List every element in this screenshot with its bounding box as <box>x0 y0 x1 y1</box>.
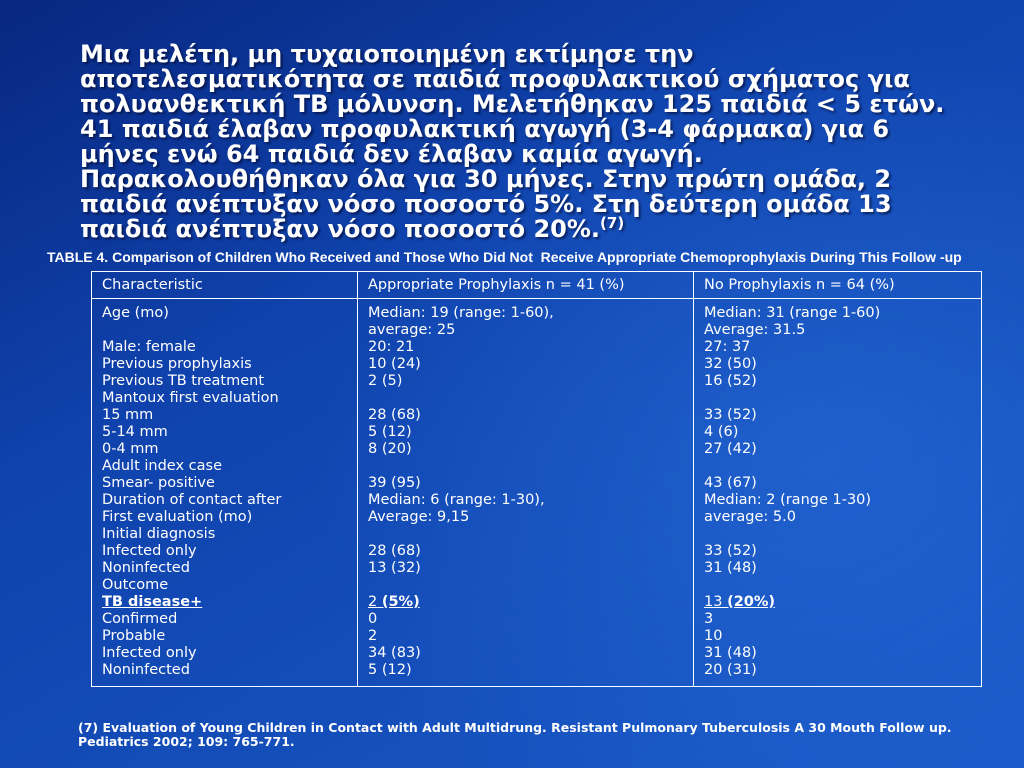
cell-no-prophylaxis: Median: 2 (range 1-30) <box>694 492 982 509</box>
cell-characteristic: Adult index case <box>92 458 358 475</box>
table-row <box>92 458 982 475</box>
cell-no-prophylaxis: 3 <box>694 611 982 628</box>
header-no-prophylaxis: No Prophylaxis n = 64 (%) <box>694 272 982 299</box>
cell-characteristic: 0-4 mm <box>92 441 358 458</box>
cell-no-prophylaxis: 33 (52) <box>694 543 982 560</box>
cell-characteristic: Previous TB treatment <box>92 373 358 390</box>
cell-no-prophylaxis <box>694 526 982 543</box>
table-row <box>92 339 982 356</box>
cell-prophylaxis: 0 <box>358 611 694 628</box>
cell-characteristic: Mantoux first evaluation <box>92 390 358 407</box>
cell-no-prophylaxis: 16 (52) <box>694 373 982 390</box>
cell-prophylaxis: Median: 6 (range: 1-30), <box>358 492 694 509</box>
cell-no-prophylaxis: 27: 37 <box>694 339 982 356</box>
cell-no-prophylaxis: Median: 31 (range 1-60) <box>694 299 982 323</box>
cell-characteristic: Noninfected <box>92 662 358 687</box>
tb-disease-no-prophylaxis-percent: (20%) <box>727 594 776 610</box>
cell-prophylaxis: 34 (83) <box>358 645 694 662</box>
cell-characteristic: Confirmed <box>92 611 358 628</box>
table-row <box>92 322 982 339</box>
intro-line: πολυανθεκτική TB μόλυνση. Μελετήθηκαν 125 παιδιά < 5 ετών. <box>80 90 945 118</box>
intro-line: Μια μελέτη, μη τυχαιοποιημένη εκτίμησε την <box>80 40 694 68</box>
footnote-line: (7) Evaluation of Young Children in Contact with Adult Multidrung. Resistant Pulmonary Tuberculosis A 30 Mouth Follow up. <box>78 720 952 735</box>
table-row <box>92 543 982 560</box>
cell-no-prophylaxis <box>694 577 982 594</box>
comparison-table <box>91 271 982 687</box>
table-row <box>92 526 982 543</box>
cell-characteristic: Infected only <box>92 543 358 560</box>
cell-prophylaxis <box>358 390 694 407</box>
cell-prophylaxis: Median: 19 (range: 1-60), <box>358 299 694 323</box>
cell-characteristic: Smear- positive <box>92 475 358 492</box>
table-row <box>92 390 982 407</box>
cell-no-prophylaxis: 32 (50) <box>694 356 982 373</box>
cell-characteristic: Previous prophylaxis <box>92 356 358 373</box>
cell-prophylaxis: 5 (12) <box>358 662 694 687</box>
footnote-line: Pediatrics 2002; 109: 765-771. <box>78 734 295 749</box>
table-row <box>92 662 982 687</box>
table-row <box>92 475 982 492</box>
intro-line: παιδιά ανέπτυξαν νόσο ποσοστό 5%. Στη δεύτερη ομάδα 13 <box>80 190 892 218</box>
table-row <box>92 492 982 509</box>
table-row <box>92 373 982 390</box>
table-row <box>92 356 982 373</box>
cell-prophylaxis: 2 (5) <box>358 373 694 390</box>
cell-prophylaxis <box>358 577 694 594</box>
cell-prophylaxis <box>358 594 694 611</box>
cell-no-prophylaxis: 31 (48) <box>694 560 982 577</box>
cell-prophylaxis <box>358 458 694 475</box>
cell-characteristic: Outcome <box>92 577 358 594</box>
table-header-row <box>92 272 982 299</box>
table-row <box>92 611 982 628</box>
cell-no-prophylaxis <box>694 390 982 407</box>
cell-no-prophylaxis <box>694 594 982 611</box>
table-row <box>92 299 982 323</box>
cell-no-prophylaxis: 31 (48) <box>694 645 982 662</box>
tb-disease-no-prophylaxis-value <box>704 594 775 610</box>
cell-prophylaxis: 28 (68) <box>358 543 694 560</box>
intro-line: αποτελεσματικότητα σε παιδιά προφυλακτικού σχήματος για <box>80 65 910 93</box>
table-row <box>92 560 982 577</box>
cell-prophylaxis: 5 (12) <box>358 424 694 441</box>
tb-disease-prophylaxis-percent: (5%) <box>381 594 420 610</box>
cell-no-prophylaxis <box>694 458 982 475</box>
table-row <box>92 509 982 526</box>
cell-characteristic: Probable <box>92 628 358 645</box>
table-row <box>92 645 982 662</box>
cell-characteristic <box>92 594 358 611</box>
cell-prophylaxis: 10 (24) <box>358 356 694 373</box>
cell-prophylaxis: 39 (95) <box>358 475 694 492</box>
cell-no-prophylaxis: 10 <box>694 628 982 645</box>
cell-characteristic: 15 mm <box>92 407 358 424</box>
cell-prophylaxis: 20: 21 <box>358 339 694 356</box>
tb-disease-prophylaxis-count: 2 <box>368 594 378 610</box>
cell-characteristic: First evaluation (mo) <box>92 509 358 526</box>
table-row <box>92 441 982 458</box>
cell-prophylaxis: 2 <box>358 628 694 645</box>
table-row <box>92 577 982 594</box>
table-caption: TABLE 4. Comparison of Children Who Received and Those Who Did Not Receive Appropriate Chemoprophylaxis During This Follow -up <box>47 249 962 265</box>
cell-no-prophylaxis: 20 (31) <box>694 662 982 687</box>
cell-characteristic: Noninfected <box>92 560 358 577</box>
cell-characteristic: Age (mo) <box>92 299 358 323</box>
cell-no-prophylaxis: average: 5.0 <box>694 509 982 526</box>
cell-characteristic: 5-14 mm <box>92 424 358 441</box>
cell-prophylaxis: 8 (20) <box>358 441 694 458</box>
table-row <box>92 628 982 645</box>
cell-characteristic <box>92 322 358 339</box>
cell-prophylaxis: Average: 9,15 <box>358 509 694 526</box>
footnote-reference <box>78 721 952 749</box>
cell-no-prophylaxis: 33 (52) <box>694 407 982 424</box>
header-characteristic: Characteristic <box>92 272 358 299</box>
tb-disease-no-prophylaxis-count: 13 <box>704 594 723 610</box>
cell-characteristic: Infected only <box>92 645 358 662</box>
intro-line <box>80 214 944 243</box>
cell-characteristic: Duration of contact after <box>92 492 358 509</box>
cell-no-prophylaxis: 43 (67) <box>694 475 982 492</box>
intro-line: 41 παιδιά έλαβαν προφυλακτική αγωγή (3-4 φάρμακα) για 6 <box>80 115 890 143</box>
intro-line: Παρακολουθήθηκαν όλα για 30 μήνες. Στην πρώτη ομάδα, 2 <box>80 165 892 193</box>
table-row-tb-disease <box>92 594 982 611</box>
cell-prophylaxis <box>358 526 694 543</box>
cell-prophylaxis: 28 (68) <box>358 407 694 424</box>
cell-no-prophylaxis: 27 (42) <box>694 441 982 458</box>
cell-prophylaxis: average: 25 <box>358 322 694 339</box>
table-row <box>92 407 982 424</box>
intro-line-text: παιδιά ανέπτυξαν νόσο ποσοστό 20%. <box>80 215 601 243</box>
tb-disease-label: TB disease+ <box>102 594 203 610</box>
header-appropriate-prophylaxis: Appropriate Prophylaxis n = 41 (%) <box>358 272 694 299</box>
table-row <box>92 424 982 441</box>
tb-disease-prophylaxis-value <box>368 594 420 610</box>
intro-line: μήνες ενώ 64 παιδιά δεν έλαβαν καμία αγωγή. <box>80 140 703 168</box>
reference-mark: (7) <box>600 214 625 232</box>
intro-paragraph <box>80 42 944 242</box>
cell-characteristic: Initial diagnosis <box>92 526 358 543</box>
cell-prophylaxis: 13 (32) <box>358 560 694 577</box>
cell-no-prophylaxis: 4 (6) <box>694 424 982 441</box>
cell-characteristic: Male: female <box>92 339 358 356</box>
cell-no-prophylaxis: Average: 31.5 <box>694 322 982 339</box>
